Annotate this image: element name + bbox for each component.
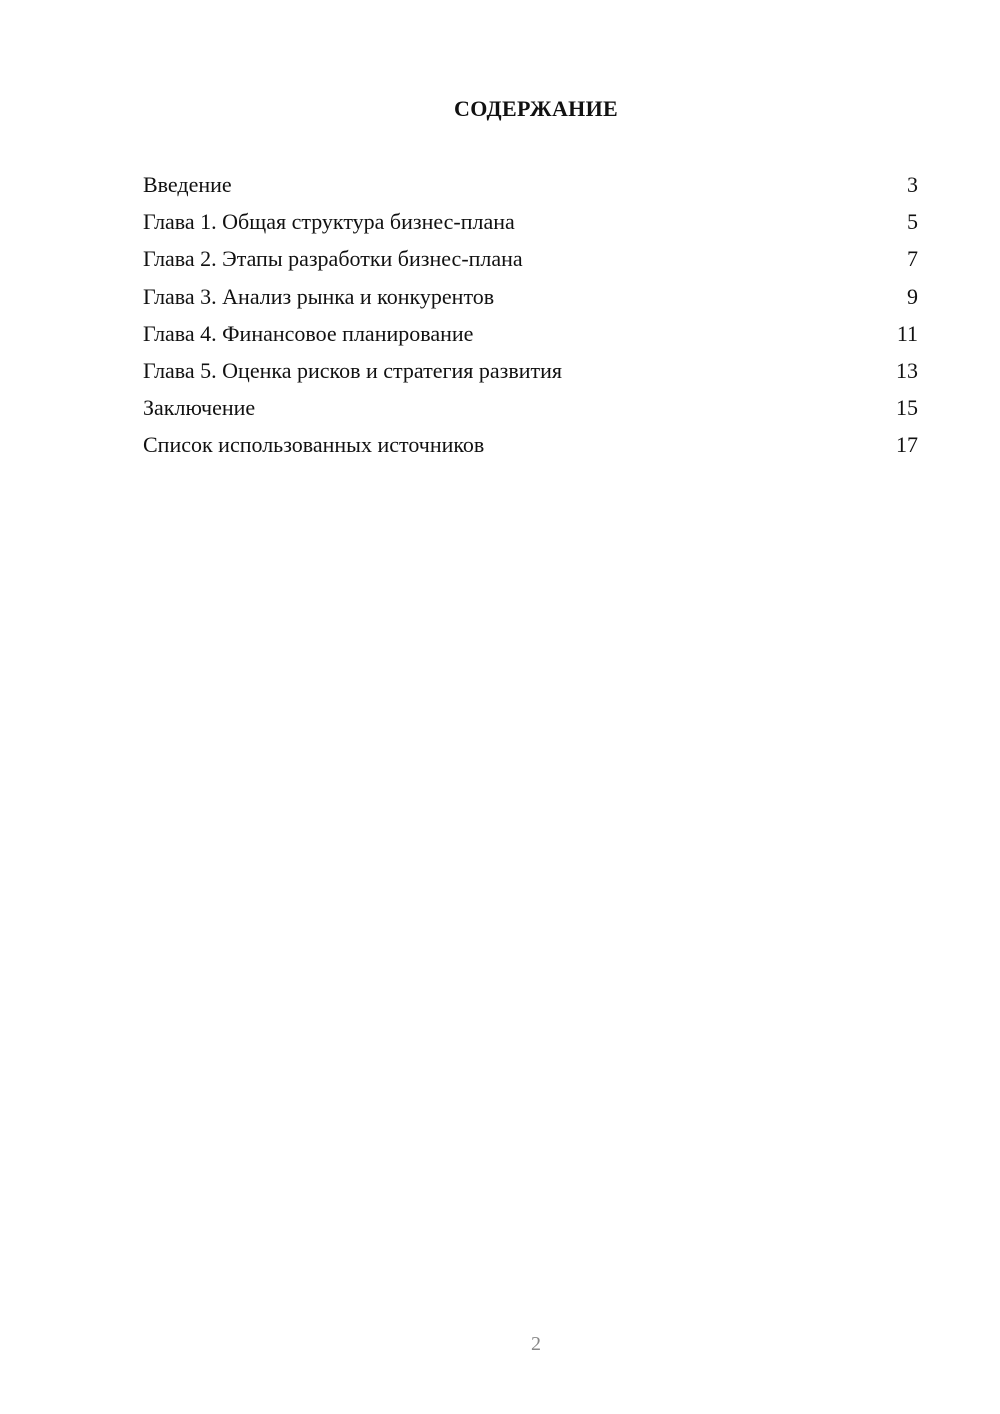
toc-item-chapter-5[interactable] [143, 356, 918, 393]
toc-item-references[interactable] [143, 430, 918, 467]
toc-item-page: 5 [907, 209, 918, 235]
toc-item-page: 15 [896, 395, 918, 421]
toc-item-page: 9 [907, 283, 918, 309]
toc-item-label: Глава 2. Этапы разработки бизнес-плана [143, 246, 523, 272]
toc-item-chapter-1[interactable] [143, 207, 918, 244]
toc-item-label: Список использованных источников [143, 432, 485, 458]
toc-item-label: Глава 3. Анализ рынка и конкурентов [143, 283, 495, 309]
toc-item-introduction[interactable] [143, 170, 918, 207]
toc-item-label: Глава 1. Общая структура бизнес-плана [143, 209, 515, 235]
toc-item-page: 17 [896, 432, 918, 458]
toc-item-page: 3 [907, 172, 918, 197]
toc-item-label: Заключение [143, 395, 256, 421]
page-title: СОДЕРЖАНИЕ [454, 96, 618, 121]
page-number: 2 [531, 1333, 541, 1355]
toc-item-page: 7 [907, 246, 918, 272]
toc-item-page: 11 [896, 320, 918, 346]
toc-item-label: Глава 5. Оценка рисков и стратегия развития [143, 357, 563, 383]
toc-item-chapter-4[interactable] [143, 319, 918, 356]
table-of-contents [143, 170, 918, 468]
toc-item-chapter-2[interactable] [143, 244, 918, 281]
toc-item-page: 13 [896, 357, 918, 383]
toc-item-chapter-3[interactable] [143, 282, 918, 319]
toc-item-label: Глава 4. Финансовое планирование [143, 320, 474, 346]
toc-item-conclusion[interactable] [143, 393, 918, 430]
toc-item-label: Введение [143, 172, 232, 197]
